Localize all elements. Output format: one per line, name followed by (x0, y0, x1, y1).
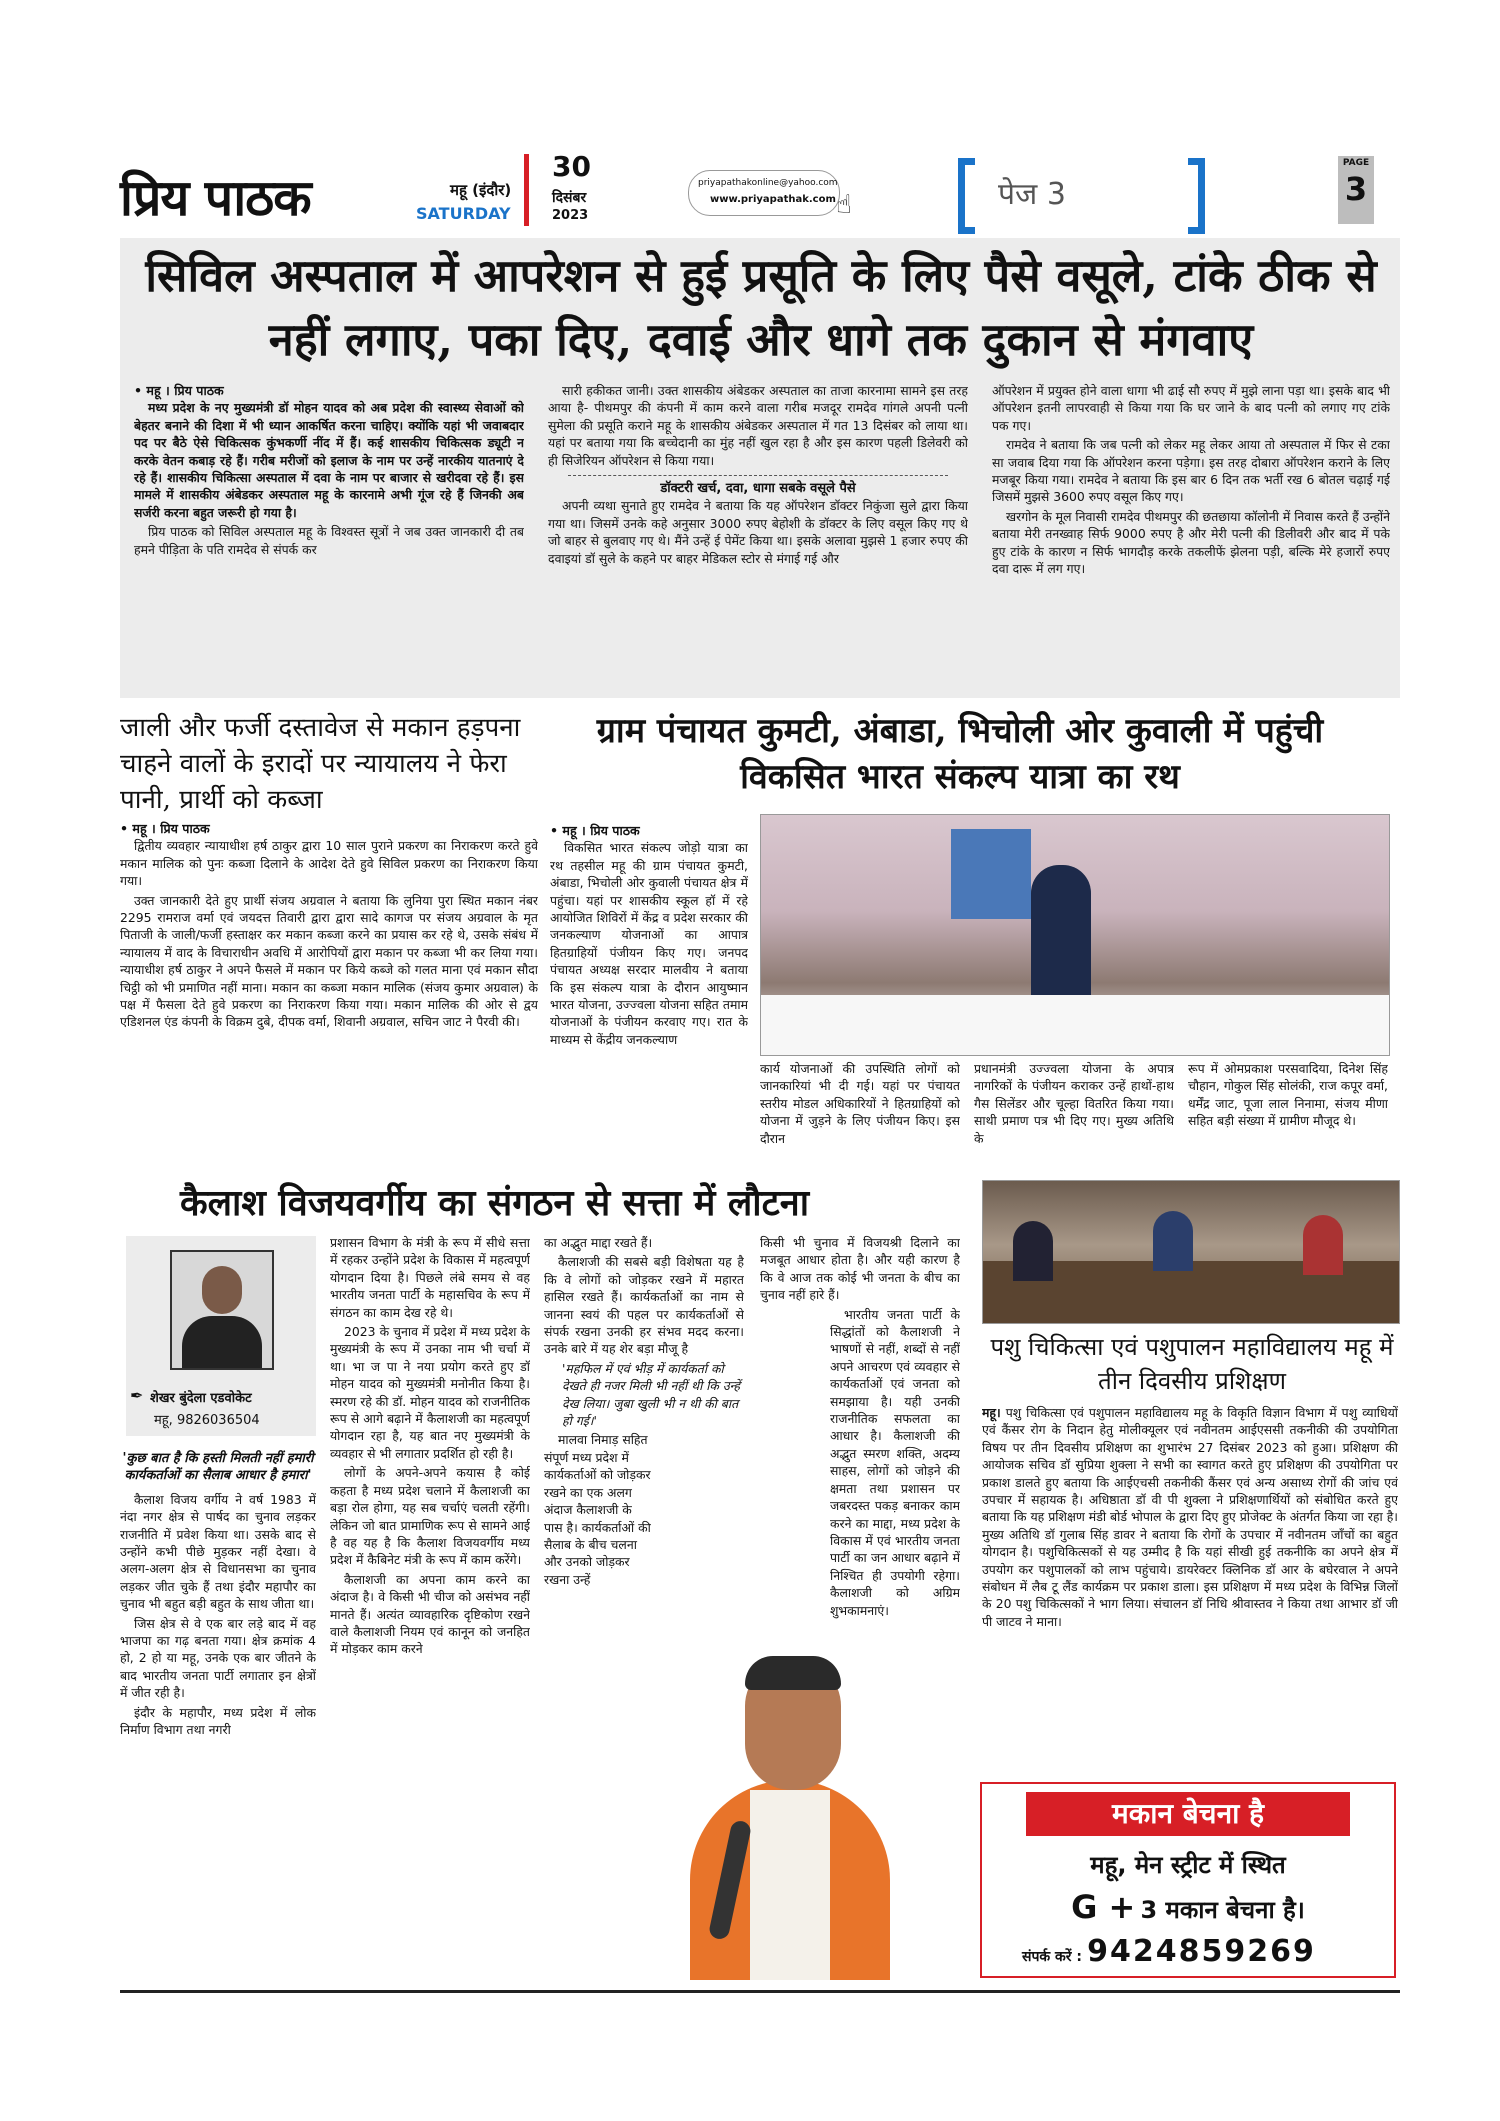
ad-phone[interactable]: 9424859269 (1087, 1934, 1316, 1969)
vet-dateline: महू। (982, 1405, 1001, 1420)
kailash-col2-text-d: कैलाशजी का अपना काम करने का अंदाज है। वे किसी भी चीज को असंभव नहीं मानते हैं। अत्यंत व्यावहारिक दृष्टिकोण रखने वाले कैलाशजी नियम एवं कानून को जनहित में मोड़कर काम करने (330, 1571, 530, 1657)
ad-line-2-big: G + (1071, 1888, 1136, 1926)
lead-col-2 (548, 382, 968, 698)
lead-story (120, 238, 1400, 698)
logo: प्रिय पाठक (120, 168, 311, 227)
yatra-story (550, 706, 1400, 1176)
website-text[interactable]: www.priyapathak.com (710, 194, 836, 205)
vet-text: पशु चिकित्सा एवं पशुपालन महाविद्यालय महू के विकृति विज्ञान विभाग में पशु व्याधियों एवं कैंसर रोग के निदान हेतु मोलीक्यूलर एवं नवीनतम आईएससी तकनीकी की उपयोगिता विषय पर तीन दिवसीय प्रशिक्षण का शुभारंभ 27 दिसंबर 2023 को हुआ। प्रशिक्षण की आयोजक सचिव डॉ सुप्रिया शुक्ला ने सभी का स्वागत करते हुए प्रशिक्षण की उपयोगिता पर प्रकाश डालते हुए बताया कि आईएचसी तकनीकी कैंसर एवं अन्य असाध्य रोगों की जांच एवं उपचार में सहायक है। अधिष्ठाता डॉ वी पी शुक्ला ने प्रशिक्षणार्थियों को संबोधित करते हुए बताया कि यह प्रशिक्षण मंडी बोर्ड भोपाल के द्वारा दिए हुए प्रोजेक्ट के अंतर्गत किया जा रहा है। मुख्य अतिथि डॉ गुलाब सिंह डावर ने बताया कि रोगों के उपचार में नवीनतम जाँचों का बहुत योगदान है। पशुचिकित्सकों से यह उम्मीद है कि यहां सीखी हुई तकनीकि का अपने क्षेत्र में उपयोग कर पशुपालकों को लाभ पहुंचाये। डायरेक्टर क्लिनिक डॉ आर के बघेरवाल ने अपने संबोधन में लैब टू लैंड कार्यक्रम पर प्रकाश डाला। इस प्रशिक्षण में मध्य प्रदेश के विभिन्न जिलों के 20 पशु चिकित्सकों ने भाग लिया। संचालन डॉ निधि श्रीवास्तव ने किया तथा आभार डॉ जी पी जाटव ने माना। (982, 1405, 1398, 1629)
page-number: 3 (1344, 170, 1368, 208)
yatra-col3-text: प्रधानमंत्री उज्ज्वला योजना के अपात्र नागरिकों के पंजीयन कराकर उन्हें हाथों-हाथ गैस सिलेंडर और चूल्हा वितरित किया गया। साथी प्रमाण पत्र भी दिए गए। मुख्य अतिथि के (974, 1061, 1174, 1146)
author-box (126, 1236, 316, 1436)
masthead (120, 148, 1400, 232)
kailash-col3-text: का अद्भुत माद्दा रखते हैं। (544, 1235, 653, 1250)
lead-col1-text: प्रिय पाठक को सिविल अस्पताल महू के विश्वस्त सूत्रों ने जब उक्त जानकारी दी तब हमने पीड़िता के पति रामदेव से संपर्क कर (134, 524, 524, 557)
date-year: 2023 (552, 208, 589, 223)
ad-line-2-rest: 3 मकान बेचना है। (1140, 1896, 1305, 1924)
lead-subhead-rule (568, 475, 948, 476)
avatar-head (202, 1266, 242, 1314)
yatra-headline: ग्राम पंचायत कुमटी, अंबाडा, भिचोली ओर कुवाली में पहुंची विकसित भारत संकल्प यात्रा का रथ (596, 711, 1324, 797)
lead-col-3 (992, 382, 1390, 698)
kailash-poem: 'महफिल में एवं भीड़ में कार्यकर्ता को देखते ही नजर मिली भी नहीं थी कि उन्हें देख लिया। जुबा खुली भी न थी की बात हो गई।' (562, 1360, 740, 1429)
lead-subhead: डॉक्टरी खर्च, दवा, धागा सबके वसूले पैसे (660, 481, 856, 497)
vet-photo (982, 1180, 1400, 1324)
page-bracket-left-icon (958, 158, 975, 234)
lead-col3-text2: रामदेव ने बताया कि जब पत्नी को लेकर महू लेकर आया तो अस्पताल में फिर से टका सा जवाब दिया गया कि ऑपरेशन करना पड़ेगा। इस तरह दोबारा ऑपरेशन कराने के लिए मजबूर किया गया। रामदेव ने बताया कि इस बार 6 दिन तक भर्ती रख 6 बोतल चढ़ाई गई जिसमें मुझसे 3600 रुपए वसूल किए गए। (992, 437, 1390, 505)
ad-contact (1022, 1934, 1382, 1969)
day-label: SATURDAY (416, 204, 511, 223)
author-name: शेखर बुंदेला एडवोकेट (150, 1391, 252, 1406)
kailash-col-4 (760, 1234, 960, 1684)
yatra-col4-text: रूप में ओमप्रकाश परसवादिया, दिनेश सिंह चौहान, गोकुल सिंह सोलंकी, राज कपूर वर्मा, धर्मेंद्र जाट, पूजा लाल निनामा, संजय मीणा सहित बड़ी संख्या में ग्रामीण मौजूद थे। (1188, 1061, 1388, 1129)
lead-col2-text: सारी हकीकत जानी। उक्त शासकीय अंबेडकर अस्पताल का ताजा कारनामा सामने इस तरह आया है- पीथमपुर की कंपनी में काम करने वाला गरीब मजदूर रामदेव गांगले अपनी पत्नी सुमेला की प्रसूति कराने महू के शासकीय अंबेडकर अस्पताल में गत 13 दिसंबर को लाया था। यहां पर बताया गया कि बच्चेदानी का मुंह नहीं खुल रहा है और इस कारण पहली डिलेवरी को ही सिजेरियन ऑपरेशन से किया गया। (548, 383, 968, 468)
portrait-shirt (750, 1790, 830, 1980)
ad-line-2 (982, 1888, 1394, 1926)
vet-story (982, 1180, 1400, 1780)
city-label: महू (इंदौर) (450, 181, 512, 199)
avatar-body (182, 1316, 262, 1368)
page-tab-label: PAGE (1342, 158, 1370, 168)
ad-contact-label: संपर्क करें : (1022, 1949, 1082, 1965)
vet-body (982, 1404, 1398, 1774)
kailash-col4-text: किसी भी चुनाव में विजयश्री दिलाने का मजबूत आधार होता है। और यही कारण है कि वे आज तक कोई भी जनता के बीच का चुनाव नहीं हारे हैं। (760, 1235, 960, 1303)
page-tab (1338, 156, 1374, 224)
attendee-3 (1303, 1215, 1343, 1275)
yatra-col1-text: विकसित भारत संकल्प जोड़ो यात्रा का रथ तहसील महू की ग्राम पंचायत कुमटी, अंबाडा, भिचोली ओर कुवाली पंचायत क्षेत्र में पहुंचा। यहां पर शासकीय स्कूल हॉ में रहे आयोजित शिविरों में केंद्र व प्रदेश सरकार की जनकल्याण योजनाओं का आपात्र हितग्राहियों पंजीयन किए गए। जनपद पंचायत अध्यक्ष सरदार मालवीय ने बताया कि इस संकल्प यात्रा के दौरान आयुष्मान भारत योजना, उज्ज्वला योजना सहित तमाम योजनाओं के पंजीयन करवाए गए। रात के माध्यम से केंद्रीय जनकल्याण (550, 840, 748, 1047)
table-cloth (761, 995, 1389, 1055)
kailash-col1-text: कैलाश विजय वर्गीय ने वर्ष 1983 में नंदा नगर क्षेत्र से पार्षद का चुनाव लड़कर राजनीति में प्रवेश किया था। उसके बाद से उन्होंने कभी पीछे मुड़कर नहीं देखा। वे अलग-अलग क्षेत्र से विधानसभा का चुनाव लड़कर जीत चुके हैं तथा इंदौर महापौर का चुनाव भी बहुत बड़ी बहुत के साथ जीता था। (120, 1491, 316, 1612)
yatra-photo (760, 814, 1390, 1056)
kailash-quote: 'कुछ बात है कि हस्ती मिलती नहीं हमारी कार्यकर्ताओं का सैलाब आधार है हमारा' (122, 1451, 314, 1484)
portrait-hair (745, 1656, 841, 1690)
court-story (120, 706, 538, 1176)
date-month: दिसंबर (552, 190, 587, 206)
pen-icon: ✒ (130, 1386, 144, 1405)
kailash-col1-text-b: जिस क्षेत्र से वे एक बार लड़े बाद में वह भाजपा का गढ़ बनता गया। क्षेत्र क्रमांक 4 हो, 2 हो या महू, उनके एक बार जीतने के बाद भारतीय जनता पार्टी लगातार इन क्षेत्रों में जीत रही है। (120, 1615, 316, 1701)
property-ad (980, 1782, 1396, 1978)
yatra-col-4 (1188, 1060, 1388, 1172)
yatra-col-3 (974, 1060, 1174, 1172)
date-divider (524, 154, 529, 226)
kailash-portrait (600, 1620, 980, 1980)
lead-byline: • महू । प्रिय पाठक (134, 383, 224, 398)
kailash-col1-text-c: इंदौर के महापौर, मध्य प्रदेश में लोक निर्माण विभाग तथा नगरी (120, 1704, 316, 1738)
court-headline: जाली और फर्जी दस्तावेज से मकान हड़पना चाहने वालों के इरादों पर न्यायालय ने फेरा पानी, प्रार्थी को कब्जा (120, 713, 521, 815)
avatar (170, 1250, 274, 1370)
kailash-col2-text: प्रशासन विभाग के मंत्री के रूप में सीधे सत्ता में रहकर उन्होंने प्रदेश के विकास में महत्वपूर्ण योगदान दिया है। पिछले लंबे समय से वह भारतीय जनता पार्टी के महासचिव के रूप में संगठन का काम देख रहे थे। (330, 1235, 530, 1320)
yatra-col2-text: कार्य योजनाओं की उपस्थिति लोगों को जानकारियां भी दी गई। यहां पर पंचायत स्तरीय मोडल अधिकारियों ने हितग्राहियों को योजना में जुड़ने के लिए पंजीयन किए। इस दौरान (760, 1061, 960, 1146)
kailash-col-2 (330, 1234, 530, 1970)
yatra-col-2 (760, 1060, 960, 1172)
court-byline: • महू । प्रिय पाठक (120, 821, 210, 836)
kailash-col-1 (120, 1450, 316, 1970)
lead-col3-text3: खरगोन के मूल निवासी रामदेव पीथमपुर की छतछाया कॉलोनी में निवास करते हैं उन्होंने बताया मेरी तनख्वाह सिर्फ 9000 रुपए है और मेरी पत्नी की डिलीवरी और बाद में पके हुए टांके के कारण न सिर्फ भागदौड़ करके तकलीफें झेलना पड़ी, बल्कि मेरे हजारों रुपए दवा दारू में लग गए। (992, 508, 1390, 577)
yatra-byline: • महू । प्रिय पाठक (550, 823, 640, 838)
court-body (120, 820, 538, 1170)
court-p2: उक्त जानकारी देते हुए प्रार्थी संजय अग्रवाल ने बताया कि लुनिया पुरा स्थित मकान नंबर 2295 रामराज वर्मा एवं जयदत्त तिवारी द्वारा द्वारा सादे कागज पर संजय अग्रवाल के मृत पिताजी के जाली/फर्जी हस्ताक्षर कर मकान कब्जा करने का प्रयास कर रहे थे, उसके संबंध में न्यायालय में वाद के विचाराधीन अवधि में आरोपियों द्वारा मकान पर कब्जा भी कर लिया गया। न्यायाधीश हर्ष ठाकुर ने अपने फैसले में मकान पर किये कब्जे को गलत माना एवं मकान सौदा चिट्ठी को भी प्रमाणित नहीं माना। मकान का कब्जा मकान मालिक (संजय कुमार अग्रवाल) के पक्ष में फैसला देते हुवे प्रकरण का निराकरण किया गया। मकान मालिक की ओर से द्वय एडिशनल एंड कंपनी के विक्रम दुबे, दीपक वर्मा, शिवानी अग्रवाल, सचिन जाट ने पैरवी की। (120, 892, 538, 1030)
attendee-2 (1153, 1211, 1193, 1271)
footer-rule (120, 1990, 1400, 1993)
kailash-col3-text-c: मालवा निमाड़ सहित संपूर्ण मध्य प्रदेश में कार्यकर्ताओं को जोड़कर रखने का एक अलग अंदाज कैलाशजी के पास है। कार्यकर्ताओं की सैलाब के बीच चलना और उनको जोड़कर रखना उन्हें (544, 1432, 651, 1587)
pointer-hand-icon: ☝ (836, 190, 852, 220)
contact-box (688, 170, 840, 216)
vet-headline: पशु चिकित्सा एवं पशुपालन महाविद्यालय महू में तीन दिवसीय प्रशिक्षण (990, 1333, 1394, 1395)
ad-title: मकान बेचना है (1026, 1792, 1350, 1836)
author-contact: महू, 9826036504 (154, 1413, 260, 1428)
kailash-story (120, 1180, 980, 1980)
page-label: पेज 3 (998, 177, 1066, 212)
ad-line-1: महू, मेन स्ट्रीट में स्थित (1090, 1851, 1286, 1879)
kailash-headline: कैलाश विजयवर्गीय का संगठन से सत्ता में लौटना (180, 1182, 810, 1224)
court-p1: द्वितीय व्यवहार न्यायाधीश हर्ष ठाकुर द्वारा 10 साल पुराने प्रकरण का निराकरण करते हुवे मकान मालिक को पुनः कब्जा दिलाने के आदेश देते हुवे सिविल प्रकरण का निराकरण किया गया। (120, 838, 538, 889)
lead-headline: सिविल अस्पताल में आपरेशन से हुई प्रसूति के लिए पैसे वसूले, टांके ठीक से नहीं लगाए, पका दिए, दवाई और धागे तक दुकान से मंगवाए (145, 249, 1377, 366)
kailash-col2-text-c: लोगों के अपने-अपने कयास है कोई कहता है मध्य प्रदेश चलाने में कैलाशजी का बड़ा रोल होगा, यह सब चर्चाएं चलती रहेंगी। लेकिन जो बात प्रामाणिक रूप से सामने आई है वह यह है कि कैलाश विजयवर्गीय मध्य प्रदेश में कैबिनेट मंत्री के रूप में काम करेंगे। (330, 1465, 530, 1568)
lead-col2-text2: अपनी व्यथा सुनाते हुए रामदेव ने बताया कि यह ऑपरेशन डॉक्टर निकुंजा सुले द्वारा किया गया था। जिसमें उनके कहे अनुसार 3000 रुपए बेहोशी के डॉक्टर के लिए वसूल किए गए थे जो बाहर से बुलवाए गए थे। मैंने उन्हें ई पेमेंट किया था। इसके अलावा मुझसे 1 हजार रुपए की दवाइयां डॉ सुले के कहने पर बाहर मेडिकल स्टोर से मंगाई गई और (548, 498, 968, 566)
kailash-col3-text-b: कैलाशजी की सबसे बड़ी विशेषता यह है कि वे लोगों को जोड़कर रखने में महारत हासिल रखते हैं। कार्यकर्ताओं का नाम से जानना स्वयं की पहल पर कार्यकर्ताओं से संपर्क रखना उनकी हर संभव मदद करना। उनके बारे में यह शेर बड़ा मौजू है (544, 1254, 744, 1357)
lead-intro: मध्य प्रदेश के नए मुख्यमंत्री डॉ मोहन यादव को अब प्रदेश की स्वास्थ्य सेवाओं को बेहतर बनाने की दिशा में भी ध्यान आकर्षित करना चाहिए। क्योंकि यहां भी जवाबदार पद पर बैठे ऐसे चिकित्सक कुंभकर्णी नींद में हैं। कई शासकीय चिकित्सक ड्यूटी न करके वेतन कबाड़ रहे हैं। गरीब मरीजों को इलाज के नाम पर उन्हें नारकीय यातनाएं दे रहे हैं। शासकीय चिकित्सा अस्पताल में दवा के नाम पर बाजार से खरीदवा रहे हैं। इस मामले में शासकीय अंबेडकर अस्पताल महू के कारनामे अभी गूंज रहे हैं जिनकी अब सर्जरी करना बहुत जरूरी हो गया है। (134, 400, 524, 520)
lead-col-1 (134, 382, 524, 698)
page-bracket-right-icon (1188, 158, 1205, 234)
date-day: 30 (552, 150, 591, 183)
email-text[interactable]: priyapathakonline@yahoo.com (698, 178, 838, 188)
attendee-1 (1013, 1221, 1053, 1281)
lead-col3-text: ऑपरेशन में प्रयुक्त होने वाला धागा भी ढाई सौ रुपए में मुझे लाना पड़ा था। इसके बाद भी ऑपरेशन इतनी लापरवाही से किया गया कि घर जाने के बाद पत्नी को लगाए गए टांके पक गए। (992, 383, 1390, 433)
yatra-col-1 (550, 822, 748, 1172)
kailash-col4-text-b: भारतीय जनता पार्टी के सिद्धांतों को कैलाशजी ने भाषणों से नहीं, शब्दों से नहीं अपने आचरण एवं व्यवहार से कार्यकर्ताओं एवं जनता को समझाया है। यही उनकी राजनीतिक सफलता का आधार है। कैलाशजी की अद्भुत स्मरण शक्ति, अदम्य साहस, लोगों को जोड़ने की क्षमता तथा प्रशासन पर जबरदस्त पकड़ बनाकर काम करने का माद्दा, मध्य प्रदेश के विकास में एवं भारतीय जनता पार्टी का जन आधार बढ़ाने में निश्चित ही उपयोगी रहेगा। कैलाशजी को अग्रिम शुभकामनाएं। (830, 1306, 960, 1618)
banner-shape (951, 829, 1031, 919)
kailash-col2-text-b: 2023 के चुनाव में प्रदेश में मध्य प्रदेश के मुख्यमंत्री के रूप में उनका नाम भी चर्चा में था। भा ज पा ने नया प्रयोग करते हुए डॉ मोहन यादव को मुख्यमंत्री मनोनीत किया है। स्मरण रहे की डॉ. मोहन यादव को राजनीतिक रूप से आगे बढ़ाने में कैलाशजी का महत्वपूर्ण योगदान रहा है, यह बात नए मुख्यमंत्री के व्यवहार से भी लगातार प्रदर्शित हो रही है। (330, 1324, 530, 1461)
